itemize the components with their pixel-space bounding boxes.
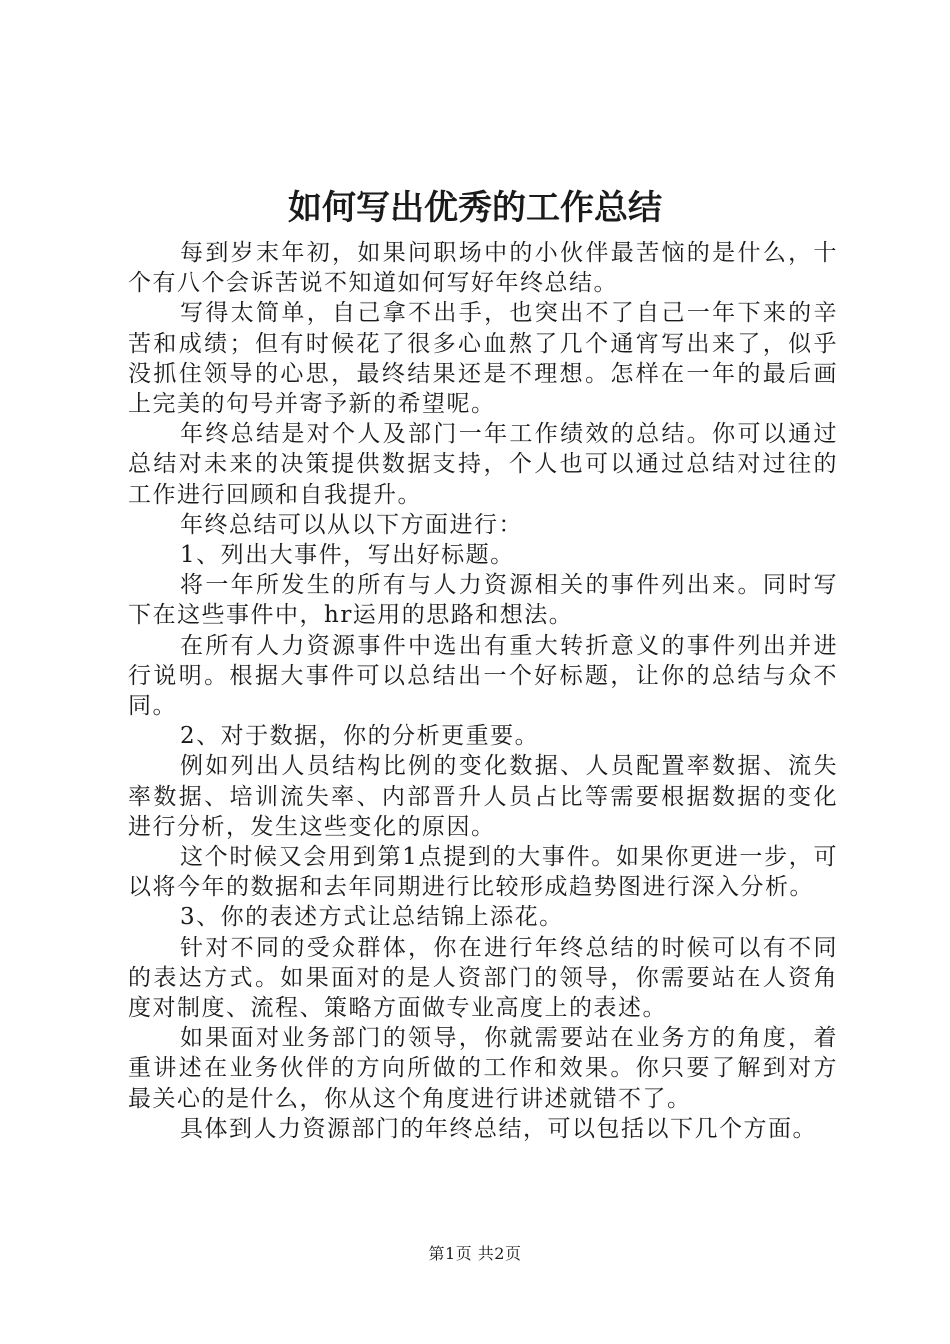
paragraph: 每到岁末年初，如果问职场中的小伙伴最苦恼的是什么，十个有八个会诉苦说不知道如何写好年终总结。 [128, 240, 838, 297]
paragraph: 年终总结可以从以下方面进行： [180, 511, 523, 538]
paragraph: 如果面对业务部门的领导，你就需要站在业务方的角度，着重讲述在业务伙伴的方向所做的工作和效果。你只要了解到对方最关心的是什么，你从这个角度进行讲述就错不了。 [128, 1025, 838, 1112]
section-heading: 2、对于数据，你的分析更重要。 [180, 723, 540, 750]
paragraph: 这个时候又会用到第1点提到的大事件。如果你更进一步，可以将今年的数据和去年同期进行比较形成趋势图进行深入分析。 [128, 844, 838, 901]
paragraph: 针对不同的受众群体，你在进行年终总结的时候可以有不同的表达方式。如果面对的是人资部门的领导，你需要站在人资角度对制度、流程、策略方面做专业高度上的表述。 [128, 934, 838, 1022]
paragraph: 将一年所发生的所有与人力资源相关的事件列出来。同时写下在这些事件中，hr运用的思路和想法。 [128, 572, 838, 629]
section-heading: 1、列出大事件，写出好标题。 [180, 542, 515, 569]
paragraph: 在所有人力资源事件中选出有重大转折意义的事件列出并进行说明。根据大事件可以总结出一个好标题，让你的总结与众不同。 [128, 632, 838, 720]
document-body [128, 238, 838, 1144]
document-title: 如何写出优秀的工作总结 [288, 188, 662, 228]
paragraph: 例如列出人员结构比例的变化数据、人员配置率数据、流失率数据、培训流失率、内部晋升人员占比等需要根据数据的变化进行分析，发生这些变化的原因。 [128, 753, 838, 840]
section-heading: 3、你的表述方式让总结锦上添花。 [180, 904, 564, 931]
paragraph: 年终总结是对个人及部门一年工作绩效的总结。你可以通过总结对未来的决策提供数据支持，个人也可以通过总结对过往的工作进行回顾和自我提升。 [128, 421, 838, 508]
paragraph: 写得太简单，自己拿不出手，也突出不了自己一年下来的辛苦和成绩；但有时候花了很多心血熬了几个通宵写出来了，似乎没抓住领导的心思，最终结果还是不理想。怎样在一年的最后画上完美的句号并寄予新的希望呢。 [128, 300, 838, 418]
page-footer: 第1页 共2页 [428, 1244, 522, 1263]
paragraph: 具体到人力资源部门的年终总结，可以包括以下几个方面。 [180, 1115, 817, 1142]
